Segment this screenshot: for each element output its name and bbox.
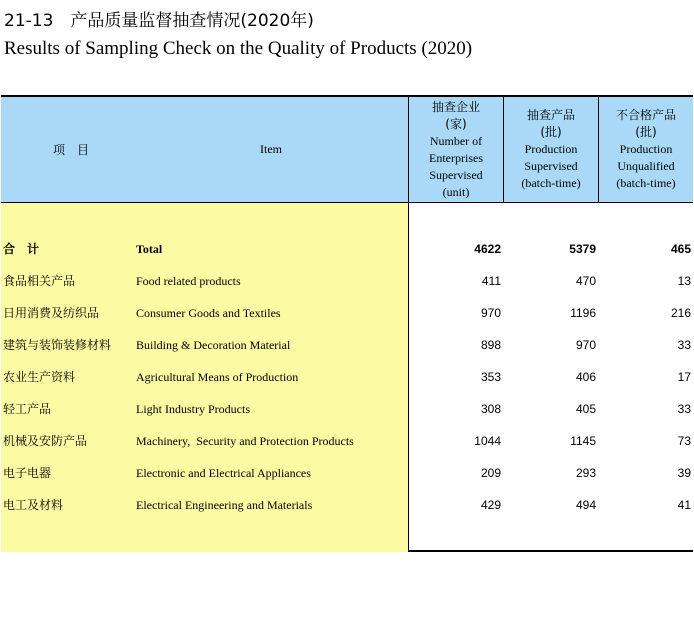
row-label-en: Electrical Engineering and Materials — [136, 498, 313, 512]
cell-unqualified: 39 — [677, 466, 691, 480]
cell-unqualified: 73 — [677, 434, 691, 448]
table-row — [1, 265, 693, 297]
header-item-zh: 项 目 — [52, 143, 89, 157]
row-label-zh: 合 计 — [3, 242, 40, 256]
cell-supervised: 1145 — [570, 434, 596, 448]
cell-enterprises: 1044 — [474, 434, 501, 448]
table-row — [1, 361, 693, 393]
cell-supervised: 494 — [575, 498, 596, 512]
cell-unqualified: 13 — [677, 274, 691, 288]
row-label-en: Machinery, Security and Protection Products — [136, 434, 354, 448]
statistics-table — [1, 95, 693, 552]
table-row — [1, 329, 693, 361]
row-label-zh: 电子电器 — [3, 466, 52, 480]
cell-enterprises: 4622 — [474, 242, 501, 256]
cell-supervised: 405 — [575, 402, 596, 416]
table-row — [1, 425, 693, 457]
cell-supervised: 293 — [575, 466, 596, 480]
row-label-zh: 食品相关产品 — [3, 274, 76, 288]
cell-supervised: 470 — [575, 274, 596, 288]
header-item-en: Item — [260, 142, 282, 156]
header-production-supervised: 抽查产品 (批) Production Supervised (batch-time) — [521, 108, 581, 190]
row-label-zh: 电工及材料 — [3, 498, 64, 512]
cell-enterprises: 970 — [480, 306, 501, 320]
row-label-zh: 日用消费及纺织品 — [3, 306, 100, 320]
cell-enterprises: 209 — [480, 466, 501, 480]
cell-supervised: 5379 — [569, 242, 596, 256]
cell-enterprises: 898 — [480, 338, 501, 352]
cell-unqualified: 41 — [677, 498, 691, 512]
cell-enterprises: 308 — [480, 402, 501, 416]
table-row — [1, 393, 693, 425]
cell-unqualified: 33 — [677, 402, 691, 416]
row-label-en: Building & Decoration Material — [136, 338, 291, 352]
row-label-zh: 机械及安防产品 — [3, 434, 88, 448]
table-row — [1, 297, 693, 329]
table-row — [1, 489, 693, 521]
table-row — [1, 457, 693, 489]
cell-supervised: 1196 — [570, 306, 596, 320]
row-label-en: Total — [136, 242, 163, 256]
page-title-zh: 21-13 产品质量监督抽查情况(2020年) — [4, 11, 314, 31]
cell-unqualified: 465 — [670, 242, 691, 256]
row-label-en: Light Industry Products — [136, 402, 250, 416]
row-label-en: Electronic and Electrical Appliances — [136, 466, 311, 480]
cell-supervised: 970 — [575, 338, 596, 352]
row-label-zh: 农业生产资料 — [3, 370, 76, 384]
row-label-en: Food related products — [136, 274, 241, 288]
row-label-en: Consumer Goods and Textiles — [136, 306, 281, 320]
row-label-en: Agricultural Means of Production — [136, 370, 299, 384]
page-title-en: Results of Sampling Check on the Quality of Products (2020) — [4, 38, 473, 59]
table-row-total — [1, 233, 693, 265]
header-production-unqualified: 不合格产品 (批) Production Unqualified (batch-time) — [615, 108, 676, 190]
header-enterprises: 抽查企业 (家) Number of Enterprises Supervised (unit) — [429, 99, 483, 199]
cell-enterprises: 353 — [480, 370, 501, 384]
row-label-zh: 建筑与装饰装修材料 — [3, 338, 112, 352]
cell-unqualified: 33 — [677, 338, 691, 352]
row-label-zh: 轻工产品 — [3, 402, 52, 416]
cell-unqualified: 216 — [670, 306, 691, 320]
cell-enterprises: 429 — [480, 498, 501, 512]
cell-supervised: 406 — [575, 370, 596, 384]
cell-enterprises: 411 — [481, 274, 501, 288]
cell-unqualified: 17 — [677, 370, 691, 384]
